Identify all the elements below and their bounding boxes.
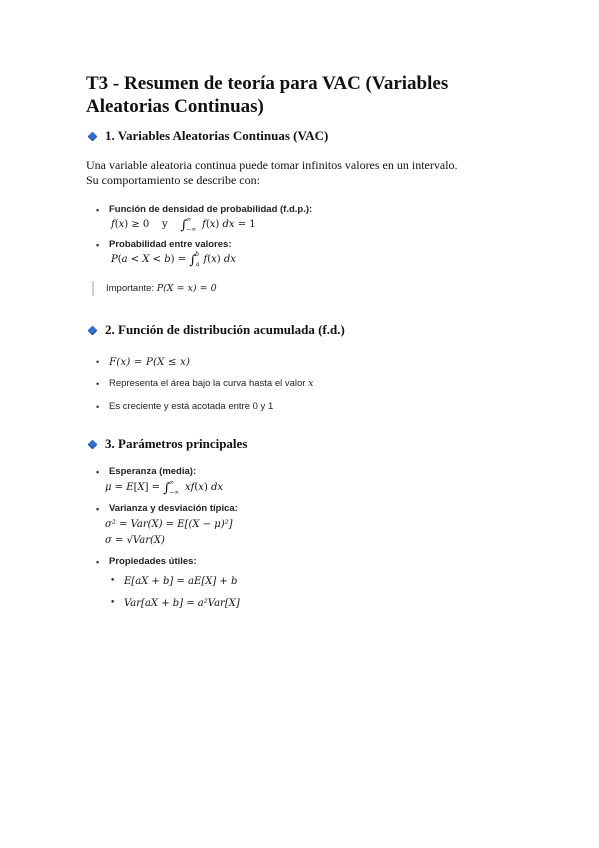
bullet-creciente: • Es creciente y está acotada entre 0 y 1: [96, 401, 274, 412]
section-1-title: 1. Variables Aleatorias Continuas (VAC): [105, 128, 329, 143]
blue-diamond-icon: [88, 439, 98, 449]
bullet-F-definition: • F(x) = P(X ≤ x): [96, 356, 191, 368]
section-1-intro: [86, 158, 506, 188]
blue-diamond-icon: [88, 131, 98, 141]
section-2-title: 2. Función de distribución acumulada (f.d.): [105, 322, 345, 337]
property-varianza-lineal: • Var[aX + b] = a²Var[X]: [110, 598, 240, 609]
intro-line-1: Una variable aleatoria continua puede tomar infinitos valores en un intervalo.: [86, 158, 458, 172]
bullet-dot-icon: •: [96, 240, 100, 250]
bullet-dot-icon: •: [96, 402, 100, 412]
bullet-dot-icon: •: [96, 379, 100, 389]
section-1-heading: [86, 128, 328, 144]
property-esperanza-lineal: • E[aX + b] = aE[X] + b: [110, 576, 238, 587]
bullet-dot-icon: •: [96, 504, 100, 514]
section-2-heading: [86, 322, 345, 338]
bullet-prob-label: • Probabilidad entre valores:: [96, 239, 232, 250]
bullet-propiedades-label: • Propiedades útiles:: [96, 556, 197, 567]
formula-varianza: σ² = Var(X) = E[(X − μ)²]: [105, 519, 233, 530]
bullet-dot-icon: •: [110, 598, 116, 608]
bullet-dot-icon: •: [96, 357, 100, 367]
bullet-fdp-label: • Función de densidad de probabilidad (f.d.p.):: [96, 204, 313, 215]
important-note: Importante: P(X = x) = 0: [92, 281, 217, 296]
formula-prob: P(a < X < b) = ∫$^b_a$ f(x) dx: [111, 251, 236, 268]
bullet-area: • Representa el área bajo la curva hasta el valor x: [96, 378, 314, 389]
page-title: T3 - Resumen de teoría para VAC (Variables Aleatorias Continuas): [86, 73, 449, 117]
intro-line-2: Su comportamiento se describe con:: [86, 173, 260, 187]
blue-diamond-icon: [88, 325, 98, 335]
formula-fdp: f(x) ≥ 0 y $\int^\infty_{-\infty}$ f(x) dx = 1: [111, 216, 256, 233]
bullet-dot-icon: •: [96, 467, 100, 477]
bullet-varianza-label: • Varianza y desviación típica:: [96, 503, 238, 514]
bullet-dot-icon: •: [110, 576, 116, 586]
note-formula: P(X = x) = 0: [156, 283, 217, 294]
bullet-dot-icon: •: [96, 205, 100, 215]
section-3-heading: [86, 436, 247, 452]
section-3-title: 3. Parámetros principales: [105, 436, 248, 451]
formula-esperanza: $\mu = E[X] = \int^\infty_{-\infty}$ xf(x) dx: [105, 479, 224, 496]
bullet-dot-icon: •: [96, 557, 100, 567]
bullet-esperanza-label: • Esperanza (media):: [96, 466, 197, 477]
formula-desviacion: σ = √Var(X): [105, 535, 165, 546]
